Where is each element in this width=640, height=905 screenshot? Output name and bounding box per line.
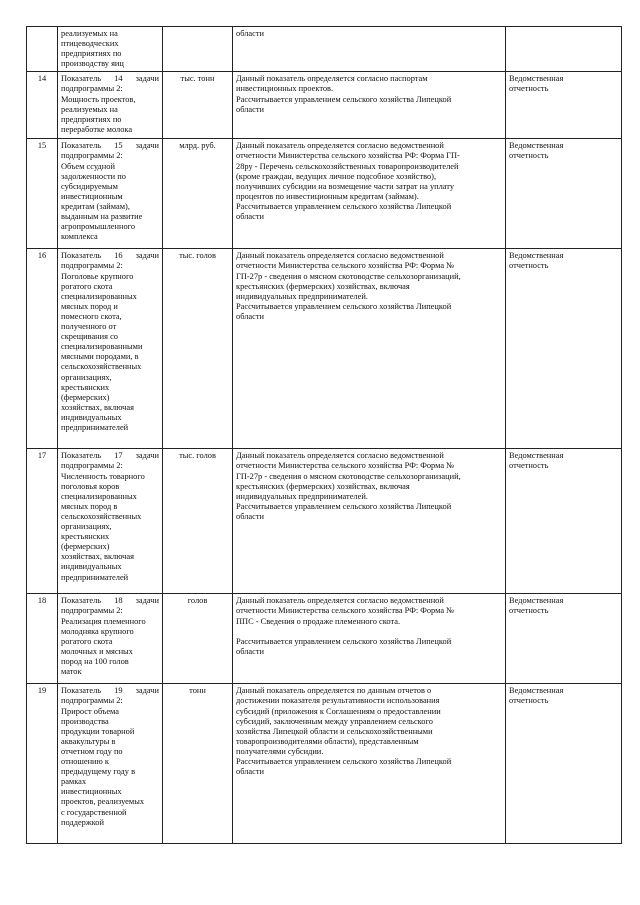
row-number: 16 bbox=[27, 249, 58, 449]
description-paragraph: Данный показатель определяется согласно паспортам инвестиционных проектов. bbox=[236, 74, 428, 94]
indicator-text: реализуемых на птицеводческих предприятиях по производству яиц bbox=[61, 29, 124, 69]
row-number: 15 bbox=[27, 139, 58, 249]
description-cell bbox=[233, 684, 506, 844]
unit-cell: тыс. голов bbox=[163, 449, 233, 594]
unit-cell: млрд. руб. bbox=[163, 139, 233, 249]
description-paragraph: Данный показатель определяется согласно ведомственной отчетности Министерства сельского хозяйства РФ: Форма ГП- 28ру - Перечень сельскохозяйственных товаропроизводителей (кроме граждан, ведущих личное подсобное хозяйство), получивших субсидии на возмещение части затрат на уплату процентов по инвестиционным кредитам (займам). bbox=[236, 141, 460, 201]
source-cell: Ведомственная отчетность bbox=[506, 139, 622, 249]
source-cell: Ведомственная отчетность bbox=[506, 684, 622, 844]
indicator-text: подпрограммы 2: Объем ссудной задолженности по субсидируемым инвестиционным кредитам (займам), выданным на развитие агропромышленного комплекса bbox=[61, 151, 143, 242]
table-body bbox=[27, 27, 622, 844]
indicator-heading: Показатель 17 задачи bbox=[61, 451, 159, 461]
unit-cell bbox=[163, 27, 233, 72]
table-row bbox=[27, 139, 622, 249]
indicator-cell bbox=[58, 139, 163, 249]
description-paragraph: Рассчитывается управлением сельского хозяйства Липецкой области bbox=[236, 501, 452, 521]
indicator-text: подпрограммы 2: Мощность проектов, реализуемых на предприятиях по переработке молока bbox=[61, 84, 136, 134]
indicators-table bbox=[26, 26, 622, 844]
indicator-cell bbox=[58, 449, 163, 594]
source-cell bbox=[506, 27, 622, 72]
row-number bbox=[27, 27, 58, 72]
unit-cell: голов bbox=[163, 594, 233, 684]
description-cell bbox=[233, 72, 506, 139]
indicator-text: подпрограммы 2: Реализация племенного молодняка крупного рогатого скота молочных и мясных пород на 100 голов маток bbox=[61, 606, 146, 677]
table-row bbox=[27, 594, 622, 684]
indicator-heading: Показатель 14 задачи bbox=[61, 74, 159, 84]
description-paragraph: Рассчитывается управлением сельского хозяйства Липецкой области bbox=[236, 94, 452, 114]
row-number: 18 bbox=[27, 594, 58, 684]
table-row bbox=[27, 249, 622, 449]
table-row bbox=[27, 684, 622, 844]
description-paragraph: Данный показатель определяется по данным отчетов о достижении показателя результативности использования субсидий (приложения к Соглашениям о предоставлении субсидий, заключенным между управлением сельского хозяйства Липецкой области и сельскохозяйственными товаропроизводителями области), представленным получателями субсидии. bbox=[236, 686, 441, 756]
indicator-cell bbox=[58, 27, 163, 72]
source-cell: Ведомственная отчетность bbox=[506, 594, 622, 684]
table-row bbox=[27, 72, 622, 139]
indicator-heading: Показатель 15 задачи bbox=[61, 141, 159, 151]
row-number: 17 bbox=[27, 449, 58, 594]
description-paragraph: Рассчитывается управлением сельского хозяйства Липецкой области bbox=[236, 636, 452, 656]
row-number: 19 bbox=[27, 684, 58, 844]
unit-cell: тыс. голов bbox=[163, 249, 233, 449]
indicator-cell bbox=[58, 249, 163, 449]
indicator-text: подпрограммы 2: Поголовье крупного рогатого скота специализированных мясных пород и помесного скота, полученного от скрещивания со специализированными мясными породами, в сельскохозяйственных организациях, крестьянских (фермерских) хозяйствах, включая индивидуальных предпринимателей bbox=[61, 261, 143, 432]
indicator-heading: Показатель 16 задачи bbox=[61, 251, 159, 261]
source-cell: Ведомственная отчетность bbox=[506, 449, 622, 594]
indicator-cell bbox=[58, 72, 163, 139]
indicator-heading: Показатель 18 задачи bbox=[61, 596, 159, 606]
source-cell: Ведомственная отчетность bbox=[506, 72, 622, 139]
description-paragraph: Данный показатель определяется согласно ведомственной отчетности Министерства сельского хозяйства РФ: Форма № ГП-27р - сведения о мясном скотоводстве сельхозорганизаций, крестьянских (фермерских) хозяйствах, включая индивидуальных предпринимателей. bbox=[236, 451, 461, 501]
description-paragraph: Рассчитывается управлением сельского хозяйства Липецкой области bbox=[236, 757, 452, 777]
row-number: 14 bbox=[27, 72, 58, 139]
description-cell bbox=[233, 449, 506, 594]
indicator-cell bbox=[58, 594, 163, 684]
description-cell bbox=[233, 139, 506, 249]
source-cell: Ведомственная отчетность bbox=[506, 249, 622, 449]
description-paragraph: области bbox=[236, 29, 264, 38]
description-paragraph: Данный показатель определяется согласно ведомственной отчетности Министерства сельского хозяйства РФ: Форма № ГП-27р - сведения о мясном скотоводстве сельхозорганизаций, крестьянских (фермерских) хозяйствах, включая индивидуальных предпринимателей. bbox=[236, 251, 461, 301]
table-row bbox=[27, 27, 622, 72]
indicator-cell bbox=[58, 684, 163, 844]
description-cell bbox=[233, 594, 506, 684]
unit-cell: тонн bbox=[163, 684, 233, 844]
description-paragraph: Рассчитывается управлением сельского хозяйства Липецкой области bbox=[236, 201, 452, 222]
description-paragraph: Рассчитывается управлением сельского хозяйства Липецкой области bbox=[236, 301, 452, 321]
indicator-text: подпрограммы 2: Численность товарного поголовья коров специализированных мясных пород в сельскохозяйственных организациях, крестьянских (фермерских) хозяйствах, включая индивидуальных предпринимателей bbox=[61, 461, 145, 582]
indicator-heading: Показатель 19 задачи bbox=[61, 686, 159, 696]
description-cell bbox=[233, 27, 506, 72]
unit-cell: тыс. тонн bbox=[163, 72, 233, 139]
table-row bbox=[27, 449, 622, 594]
indicator-text: подпрограммы 2: Прирост объема производства продукции товарной аквакультуры в отчетном году по отношению к предыдущему году в рамках инвестиционных проектов, реализуемых с государственной поддержкой bbox=[61, 696, 145, 827]
description-paragraph: Данный показатель определяется согласно ведомственной отчетности Министерства сельского хозяйства РФ: Форма № ППС - Сведения о продаже племенного скота. bbox=[236, 596, 455, 626]
description-cell bbox=[233, 249, 506, 449]
